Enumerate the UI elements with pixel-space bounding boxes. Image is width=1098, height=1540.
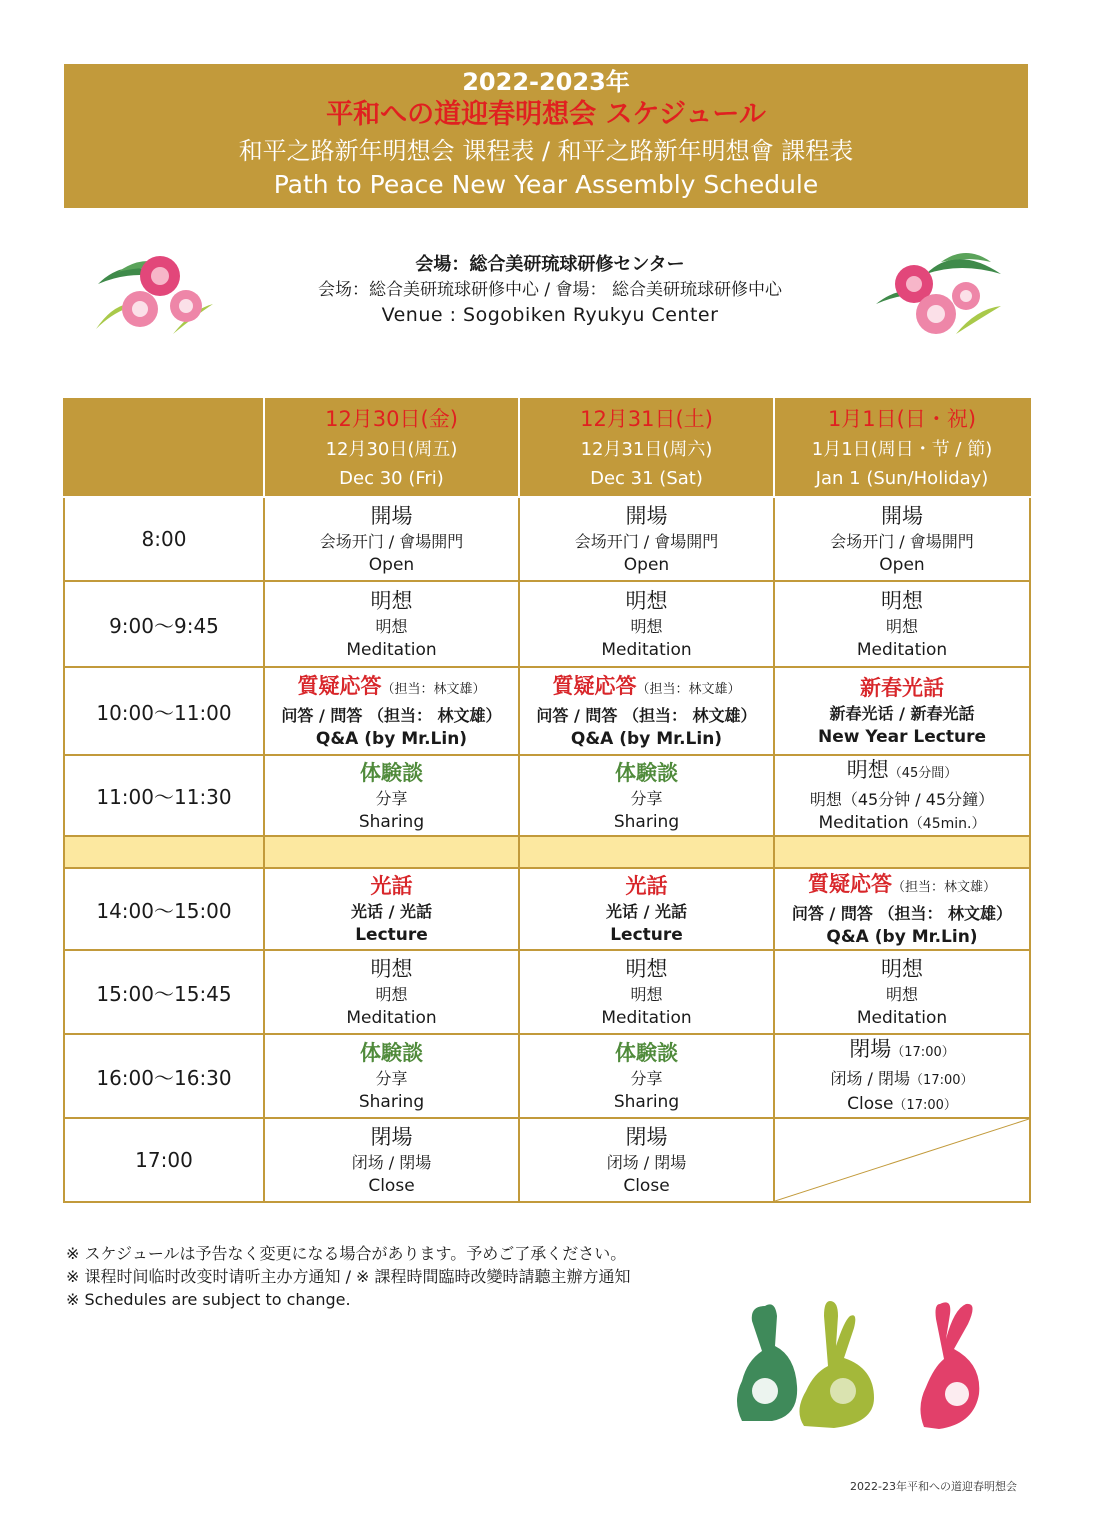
table-row: [64, 667, 1030, 755]
day-zh: 1月1日(周日・节 / 節): [811, 439, 993, 460]
session-cell: [264, 868, 519, 950]
session-cell: [774, 581, 1030, 667]
session-cell: [774, 755, 1030, 836]
table-row: [64, 755, 1030, 836]
session-title: 開場: [370, 504, 413, 528]
session-title: 体験談: [615, 1041, 678, 1065]
session-english: Q&A (by Mr.Lin): [570, 729, 723, 749]
session-english: Sharing: [613, 1092, 680, 1112]
session-cell: [519, 1118, 774, 1202]
banner-year: 2022-2023年: [462, 68, 630, 96]
session-english: Open: [623, 555, 670, 575]
session-chinese: 分享: [630, 1069, 663, 1088]
session-title: 新春光話: [860, 676, 944, 700]
header-empty-cell: [64, 399, 264, 497]
session-chinese: 明想（45分钟 / 45分鐘）: [809, 790, 995, 809]
empty-cell-diagonal: [774, 1118, 1030, 1202]
session-english: Close: [623, 1176, 670, 1196]
time-cell: 8:00: [64, 497, 264, 581]
session-title: 開場: [881, 504, 923, 528]
session-title: 質疑応答: [297, 674, 382, 698]
notes-block: [66, 1242, 631, 1311]
session-chinese: 明想: [375, 617, 408, 636]
session-cell: [519, 667, 774, 755]
session-english: Meditation: [856, 640, 948, 660]
session-chinese: 明想: [630, 985, 663, 1004]
session-english: Meditation: [601, 640, 692, 660]
session-title: 明想: [370, 957, 413, 981]
session-english: New Year Lecture: [817, 727, 987, 747]
note-line: ※ スケジュールは予告なく変更になる場合があります。予めご了承ください。: [66, 1244, 627, 1263]
session-chinese: 光话 / 光話: [606, 902, 687, 921]
time-cell: 14:00～15:00: [64, 868, 264, 950]
time-cell: 10:00～11:00: [64, 667, 264, 755]
session-cell: [264, 950, 519, 1034]
session-chinese: 闭场 / 閉場: [351, 1153, 432, 1172]
day-header-3: [774, 399, 1030, 497]
session-english: Meditation: [818, 813, 909, 833]
table-row: [64, 950, 1030, 1034]
day-header-1: [264, 399, 519, 497]
session-title: 体験談: [615, 760, 678, 785]
session-english: Meditation: [601, 1008, 692, 1028]
session-chinese: 明想: [885, 985, 918, 1004]
session-chinese: 明想: [885, 617, 918, 636]
session-chinese: 闭场 / 閉場: [606, 1153, 687, 1172]
session-chinese: 分享: [630, 788, 663, 808]
session-english: Close: [368, 1176, 415, 1196]
session-cell: [519, 497, 774, 581]
session-english: Meditation: [346, 1008, 437, 1028]
session-cell: [264, 1118, 519, 1202]
session-title: 開場: [625, 504, 668, 528]
break-cell: [519, 836, 774, 868]
table-header-row: [64, 399, 1030, 497]
session-chinese: 会场开门 / 會場開門: [574, 532, 719, 551]
venue-block: [200, 252, 900, 328]
session-cell: [519, 950, 774, 1034]
venue-japanese: 会場：総合美研琉球研修センター: [415, 254, 685, 275]
session-chinese-note: （17:00）: [910, 1073, 974, 1088]
session-english: Q&A (by Mr.Lin): [826, 927, 978, 947]
footer-text: 2022-23年平和への道迎春明想会: [850, 1480, 1017, 1493]
session-chinese: 光话 / 光話: [351, 902, 432, 921]
banner-title-japanese: 平和への道迎春明想会 スケジュール: [326, 99, 766, 130]
session-chinese: 分享: [375, 1069, 408, 1088]
time-cell: 15:00～15:45: [64, 950, 264, 1034]
session-english: Sharing: [613, 811, 680, 832]
session-chinese: 闭场 / 閉場: [830, 1069, 911, 1088]
venue-chinese: 会场：総合美研琉球研修中心 / 會場： 総合美研琉球研修中心: [318, 280, 782, 300]
session-chinese: 分享: [375, 788, 408, 808]
session-cell: [519, 868, 774, 950]
session-cell: [264, 1034, 519, 1118]
session-title: 明想: [881, 589, 923, 613]
session-chinese: 问答 / 問答 （担当： 林文雄）: [791, 904, 1013, 923]
session-cell: [519, 755, 774, 836]
session-english: Close: [847, 1094, 894, 1114]
session-english: Lecture: [610, 925, 683, 945]
session-chinese: 问答 / 問答 （担当： 林文雄）: [536, 706, 757, 725]
table-row: [64, 868, 1030, 950]
session-title: 質疑応答: [807, 872, 892, 896]
session-cell: [264, 581, 519, 667]
break-row: [64, 836, 1030, 868]
session-title: 光話: [625, 874, 668, 898]
break-cell: [774, 836, 1030, 868]
session-chinese: 明想: [375, 985, 408, 1004]
table-row: [64, 581, 1030, 667]
session-title: 体験談: [360, 1041, 423, 1065]
banner-title-chinese: 和平之路新年明想会 课程表 / 和平之路新年明想會 課程表: [238, 137, 854, 165]
day-ja: 1月1日(日・祝): [827, 407, 977, 431]
session-title: 明想: [881, 957, 923, 981]
session-note: （担当：林文雄）: [636, 682, 741, 697]
session-english-note: （45min.）: [908, 816, 986, 832]
venue-english: Venue : Sogobiken Ryukyu Center: [381, 304, 719, 326]
session-english: Q&A (by Mr.Lin): [315, 729, 468, 749]
session-english: Sharing: [358, 1092, 425, 1112]
time-cell: 16:00～16:30: [64, 1034, 264, 1118]
schedule-table: [63, 398, 1031, 1203]
session-title: 閉場: [849, 1037, 892, 1061]
session-title: 閉場: [625, 1125, 668, 1149]
time-cell: 11:00～11:30: [64, 755, 264, 836]
title-banner: [64, 64, 1028, 208]
table-row: [64, 497, 1030, 581]
day-zh: 12月30日(周五): [325, 439, 458, 460]
diagonal-line-icon: [775, 1119, 1029, 1201]
day-en: Dec 31 (Sat): [590, 468, 703, 489]
note-line: ※ Schedules are subject to change.: [66, 1290, 351, 1309]
session-cell: [264, 667, 519, 755]
day-ja: 12月31日(土): [580, 407, 713, 431]
session-title: 明想: [625, 957, 668, 981]
session-note: （担当：林文雄）: [891, 880, 996, 895]
session-cell: [774, 497, 1030, 581]
session-chinese: 问答 / 問答 （担当： 林文雄）: [281, 706, 502, 725]
day-ja: 12月30日(金): [325, 407, 458, 431]
session-cell: [774, 868, 1030, 950]
session-english: Lecture: [355, 925, 428, 945]
session-title: 質疑応答: [552, 674, 637, 698]
break-cell: [64, 836, 264, 868]
table-row: [64, 1034, 1030, 1118]
day-zh: 12月31日(周六): [580, 439, 713, 460]
banner-title-english: Path to Peace New Year Assembly Schedule: [273, 170, 819, 199]
day-en: Jan 1 (Sun/Holiday): [815, 468, 989, 489]
session-title: 光話: [370, 874, 413, 898]
session-title: 明想: [370, 589, 413, 613]
session-cell: [264, 755, 519, 836]
rabbits-decoration-icon: [725, 1296, 1035, 1431]
session-title: 体験談: [360, 760, 423, 785]
session-english-note: （17:00）: [893, 1098, 957, 1113]
session-chinese: 会场开门 / 會場開門: [830, 532, 974, 551]
session-chinese: 新春光话 / 新春光話: [829, 704, 975, 723]
session-english: Open: [879, 555, 925, 575]
session-english: Sharing: [358, 811, 425, 832]
session-cell: [264, 497, 519, 581]
session-chinese: 明想: [630, 617, 663, 636]
session-cell: [519, 581, 774, 667]
table-row: [64, 1118, 1030, 1202]
session-english: Open: [368, 555, 415, 575]
note-line: ※ 课程时间临时改变时请听主办方通知 / ※ 課程時間臨時改變時請聽主辦方通知: [66, 1267, 631, 1286]
session-cell: [774, 950, 1030, 1034]
day-en: Dec 30 (Fri): [339, 468, 444, 489]
break-cell: [264, 836, 519, 868]
session-note: （45分間）: [888, 766, 958, 781]
time-cell: 9:00～9:45: [64, 581, 264, 667]
session-english: Meditation: [856, 1008, 948, 1028]
session-title: 明想: [846, 758, 889, 782]
session-chinese: 会场开门 / 會場開門: [319, 532, 464, 551]
session-cell: [774, 1034, 1030, 1118]
session-cell: [774, 667, 1030, 755]
session-title: 明想: [625, 589, 668, 613]
day-header-2: [519, 399, 774, 497]
time-cell: 17:00: [64, 1118, 264, 1202]
session-cell: [519, 1034, 774, 1118]
session-english: Meditation: [346, 640, 437, 660]
session-title: 閉場: [370, 1125, 413, 1149]
session-note: （17:00）: [891, 1045, 955, 1060]
session-note: （担当：林文雄）: [381, 682, 486, 697]
